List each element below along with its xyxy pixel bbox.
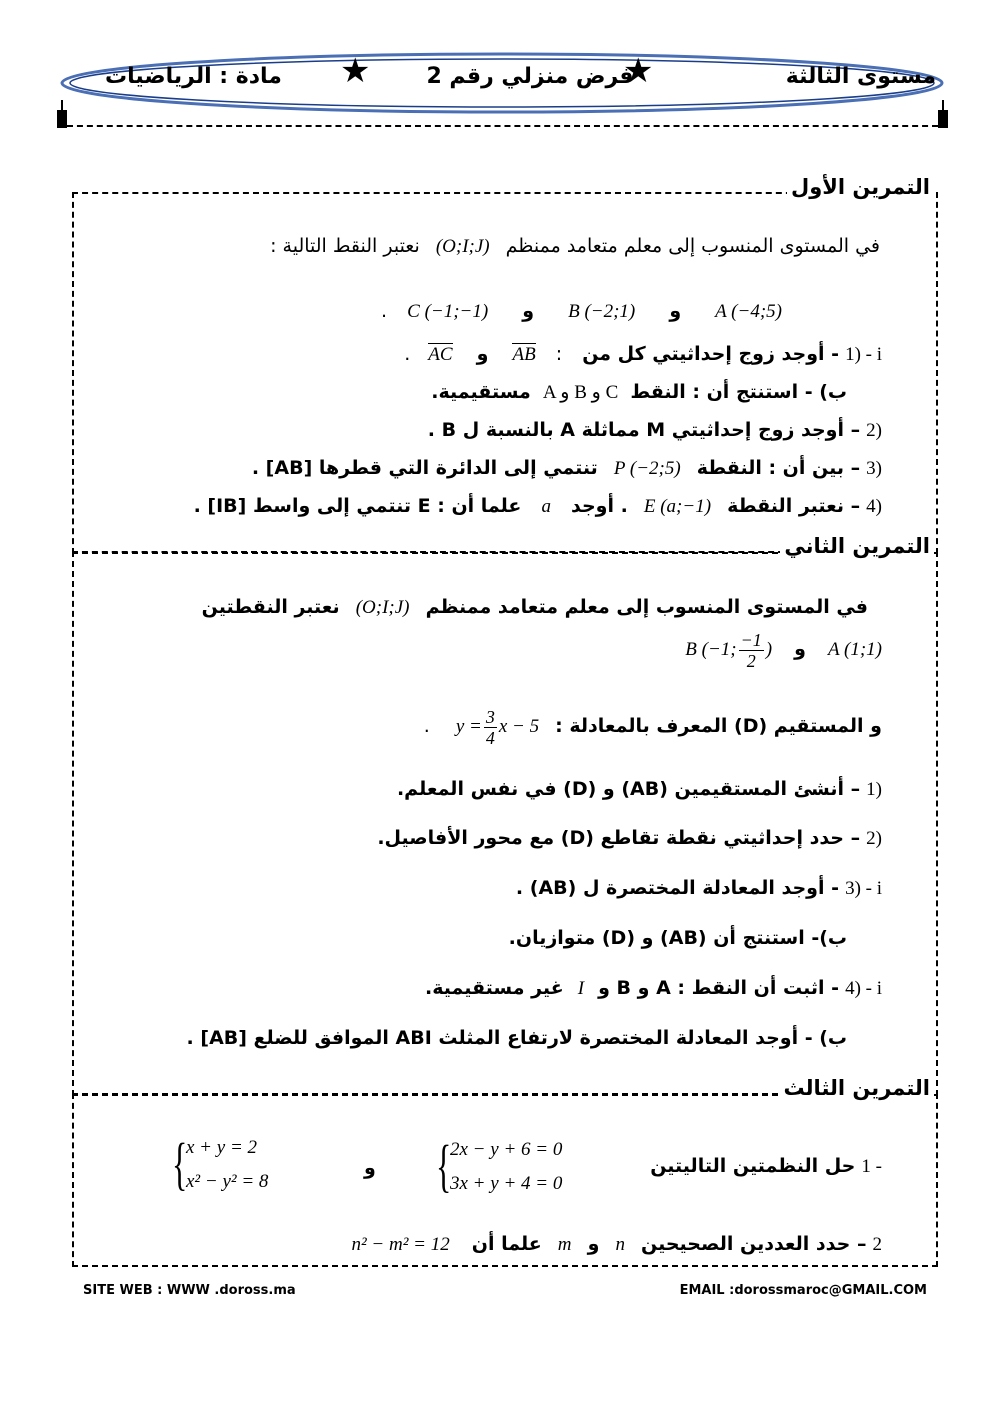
ex2-q4b: ب) - أوجد المعادلة المختصرة لارتفاع المثلث ABI الموافق للضلع [AB] . <box>186 1027 847 1049</box>
subject-label: مادة : الرياضيات <box>105 64 282 89</box>
exercise-3-title: التمرين الثالث <box>779 1076 934 1100</box>
ex2-intro: في المستوى المنسوب إلى معلم متعامد ممنظم (O;I;J) نعتبر النقطتين <box>201 596 868 618</box>
exercise-2-border <box>72 551 794 553</box>
exercise-3-border <box>72 1093 788 1095</box>
ex2-q3a: 3) - i - أوجد المعادلة المختصرة ل (AB) . <box>515 877 882 899</box>
level-label: مستوى الثالثة <box>785 64 936 89</box>
star-icon: ★ <box>340 51 371 91</box>
system-1: { 2x − y + 6 = 0 3x + y + 4 = 0 <box>436 1133 563 1198</box>
ex2-line-d: و المستقيم (D) المعرف بالمعادلة : y = $\frac{3}{4}$ x − 5 . <box>423 707 882 748</box>
ex2-q3b: ب)- استنتج أن (AB) و (D) متوازيان. <box>508 927 847 949</box>
ex1-q2: 2) – أوجد زوج إحداثيتي M مماثلة A بالنسبة ل B . <box>427 419 882 441</box>
ex2-points: A (1;1) و B (−1; $\frac{-1}{2}$ ) <box>685 630 882 671</box>
ex2-q2: 2) – حدد إحداثيتي نقطة تقاطع (D) مع محور الأفاصيل. <box>377 827 882 849</box>
footer-email: EMAIL :dorossmaroc@GMAIL.COM <box>679 1283 927 1298</box>
exercise-1-title: التمرين الأول <box>787 175 934 199</box>
left-pin-icon <box>57 100 67 128</box>
ex1-q3: 3) – بين أن : النقطة P (−2;5) تنتمي إلى الدائرة التي قطرها [AB] . <box>251 457 882 479</box>
right-pin-icon <box>938 100 948 128</box>
assignment-title: فرض منزلي رقم 2 <box>426 64 634 89</box>
ex2-q1: 1) – أنشئ المستقيمين (AB) و (D) في نفس المعلم. <box>396 778 882 800</box>
ex1-q4: 4) – نعتبر النقطة E (a;−1) . أوجد a علما أن : E تنتمي إلى واسط [IB] . <box>193 495 882 517</box>
header-divider <box>67 125 938 127</box>
footer-website: SITE WEB : WWW .doross.ma <box>83 1283 296 1298</box>
ex1-q1a: 1) - i - أوجد زوج إحداثيتي كل من : AB و AC . <box>404 343 882 365</box>
exercise-2-title: التمرين الثاني <box>780 534 934 558</box>
exercise-1-border <box>72 192 812 194</box>
ex2-q4a: 4) - i - اثبت أن النقط : A و B و I غير مستقيمية. <box>424 977 882 999</box>
ex1-points: A (−4;5) و B (−2;1) و C (−1;−1) . <box>381 300 782 322</box>
star-icon: ★ <box>623 51 654 91</box>
page-header <box>55 40 950 130</box>
ex1-intro: في المستوى المنسوب إلى معلم متعامد ممنظم (O;I;J) نعتبر النقط التالية : <box>270 235 880 257</box>
ex1-q1b: ب) - استنتج أن : النقط A و B و C مستقيمية. <box>431 381 847 403</box>
ex3-and: و <box>364 1157 376 1179</box>
ex3-q2: 2 – حدد العددين الصحيحين n و m علما أن n² − m² = 12 <box>351 1233 882 1255</box>
system-2: { x + y = 2 x² − y² = 8 <box>172 1131 269 1196</box>
ex3-q1: 1 - حل النظمتين التاليتين <box>650 1155 882 1177</box>
